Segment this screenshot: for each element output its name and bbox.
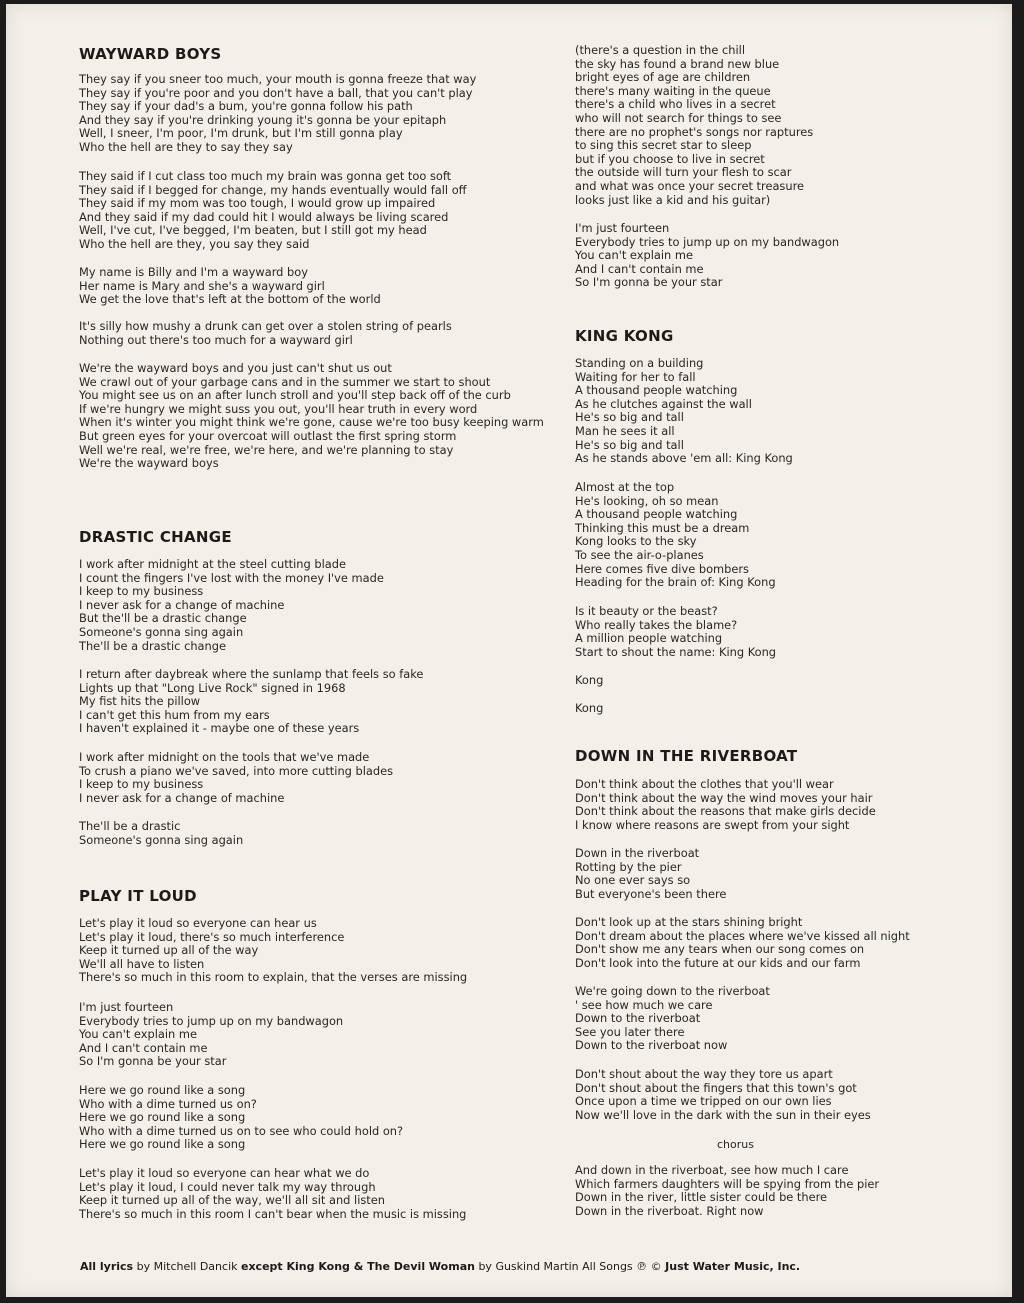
lyric-line: I'm just fourteen <box>79 1000 174 1014</box>
lyric-stanza <box>575 357 793 466</box>
lyric-line: And down in the riverboat, see how much I care <box>575 1163 849 1177</box>
lyric-line: They say if your dad's a bum, you're gonna follow his path <box>79 99 413 114</box>
lyric-line: Which farmers daughters will be spying from the pier <box>575 1176 880 1191</box>
lyric-line: Down in the riverboat. Right now <box>575 1203 764 1218</box>
lyric-stanza <box>575 1068 871 1122</box>
lyric-stanza <box>575 702 603 716</box>
lyric-stanza <box>79 820 243 847</box>
lyric-line: Keep it turned up all of the way <box>79 943 259 958</box>
lyric-stanza <box>79 1167 466 1221</box>
lyric-stanza <box>575 847 726 901</box>
lyric-line: A million people watching <box>575 631 723 646</box>
lyric-line: He's so big and tall <box>575 437 684 452</box>
lyric-line: Lights up that "Long Live Rock" signed in 1968 <box>79 680 346 695</box>
lyric-line: To crush a piano we've saved, into more cutting blades <box>79 763 394 778</box>
lyric-line: As he stands above 'em all: King Kong <box>575 451 793 466</box>
lyric-stanza <box>575 778 876 832</box>
lyric-line: Who the hell are they to say they say <box>79 139 293 154</box>
lyric-stanza <box>575 605 776 659</box>
lyric-line: And I can't contain me <box>575 261 704 276</box>
lyric-line: bright eyes of age are children <box>575 70 751 85</box>
lyric-line: Now we'll love in the dark with the sun in their eyes <box>575 1107 871 1122</box>
lyric-line: I count the fingers I've lost with the money I've made <box>79 570 384 585</box>
lyric-line: There's so much in this room I can't bear when the music is missing <box>79 1206 467 1221</box>
lyric-line: They said if I begged for change, my hands eventually would fall off <box>79 182 467 197</box>
lyric-line: Someone's gonna sing again <box>79 832 244 847</box>
lyric-line: Let's play it loud, I could never talk my way through <box>79 1179 376 1194</box>
lyric-line: Down in the riverboat <box>575 846 700 860</box>
song-title-king-kong: KING KONG <box>575 327 674 345</box>
lyric-line: The'll be a drastic change <box>79 638 226 653</box>
song-title-play-it-loud: PLAY IT LOUD <box>79 887 197 905</box>
lyric-sheet <box>6 4 1012 1297</box>
lyric-line: Rotting by the pier <box>575 859 682 874</box>
lyric-line: Let's play it loud so everyone can hear us <box>79 916 317 930</box>
song-title-wayward-boys: WAYWARD BOYS <box>79 45 222 63</box>
lyric-line: Don't think about the way the wind moves your hair <box>575 790 873 805</box>
credits-footer <box>80 1260 800 1273</box>
lyric-line: Kong looks to the sky <box>575 534 697 549</box>
lyric-line: He's looking, oh so mean <box>575 493 719 508</box>
lyric-line: But green eyes for your overcoat will outlast the first spring storm <box>79 428 457 443</box>
lyric-line: As he clutches against the wall <box>575 396 752 411</box>
lyric-line: If we're hungry we might suss you out, you'll hear truth in every word <box>79 401 478 416</box>
lyric-line: Let's play it loud, there's so much interference <box>79 929 345 944</box>
lyric-line: I'm just fourteen <box>575 221 670 235</box>
credits-writer: by Mitchell Dancik <box>133 1260 241 1273</box>
lyric-line: (there's a question in the chill <box>575 43 745 57</box>
lyric-line: We crawl out of your garbage cans and in the summer we start to shout <box>79 374 491 389</box>
lyric-stanza <box>575 674 603 688</box>
lyric-line: Don't shout about the fingers that this town's got <box>575 1080 857 1095</box>
lyric-line: And they say if you're drinking young it's gonna be your epitaph <box>79 112 447 127</box>
chorus-note: chorus <box>717 1138 754 1151</box>
lyric-line: there's many waiting in the queue <box>575 83 771 98</box>
lyric-line: I can't get this hum from my ears <box>79 707 270 722</box>
lyric-line: and what was once your secret treasure <box>575 178 805 193</box>
lyric-line: Thinking this must be a dream <box>575 520 750 535</box>
lyric-line: And I can't contain me <box>79 1040 208 1055</box>
lyric-line: I return after daybreak where the sunlamp that feels so fake <box>79 667 424 681</box>
lyric-line: But the'll be a drastic change <box>79 611 247 626</box>
lyric-line: To see the air-o-planes <box>575 547 704 562</box>
lyric-stanza <box>79 170 467 252</box>
lyric-line: I work after midnight on the tools that we've made <box>79 750 370 764</box>
lyric-line: Kong <box>575 673 604 687</box>
lyric-line: So I'm gonna be your star <box>575 275 723 290</box>
lyric-stanza <box>79 362 544 471</box>
lyric-stanza <box>79 917 467 985</box>
lyric-line: They say if you're poor and you don't have a ball, that you can't play <box>79 85 473 100</box>
lyric-line: Don't dream about the places where we've kissed all night <box>575 928 910 943</box>
lyric-line: So I'm gonna be your star <box>79 1054 227 1069</box>
lyric-line: Standing on a building <box>575 356 704 370</box>
lyric-stanza <box>79 73 476 155</box>
lyric-line: who will not search for things to see <box>575 110 782 125</box>
lyric-line: We get the love that's left at the bottom of the world <box>79 292 381 307</box>
lyric-line: Kong <box>575 701 604 715</box>
lyric-line: I never ask for a change of machine <box>79 790 285 805</box>
lyric-line: there's a child who lives in a secret <box>575 97 776 112</box>
lyric-line: I keep to my business <box>79 584 204 599</box>
lyric-line: Don't look up at the stars shining bright <box>575 915 803 929</box>
lyric-line: We're the wayward boys <box>79 456 219 471</box>
credits-cowriter: by Guskind Martin All Songs <box>474 1260 637 1273</box>
lyric-stanza <box>79 266 381 307</box>
lyric-line: My fist hits the pillow <box>79 694 201 709</box>
lyric-line: Everybody tries to jump up on my bandwagon <box>575 234 840 249</box>
lyric-stanza <box>79 320 452 347</box>
lyric-stanza <box>79 1084 403 1152</box>
credits-exception: except King Kong & The Devil Woman <box>241 1260 475 1273</box>
lyric-line: Well we're real, we're free, we're here, and we're planning to stay <box>79 442 454 457</box>
lyric-line: My name is Billy and I'm a wayward boy <box>79 265 308 279</box>
lyric-line: Don't shout about the way they tore us apart <box>575 1067 833 1081</box>
lyric-line: You might see us on an after lunch stroll and you'll step back off of the curb <box>79 388 511 403</box>
lyric-stanza <box>575 985 770 1053</box>
lyric-stanza <box>79 558 384 653</box>
lyric-line: I know where reasons are swept from your sight <box>575 817 850 832</box>
lyric-stanza <box>575 222 839 290</box>
lyric-line: Someone's gonna sing again <box>79 624 244 639</box>
lyric-line: ' see how much we care <box>575 997 713 1012</box>
credits-label: All lyrics <box>80 1260 134 1273</box>
song-title-down-in-the-riverboat: DOWN IN THE RIVERBOAT <box>575 747 798 765</box>
publisher-name: Just Water Music, Inc. <box>665 1260 801 1273</box>
lyric-line: Nothing out there's too much for a wayward girl <box>79 332 353 347</box>
lyric-line: I haven't explained it - maybe one of these years <box>79 721 360 736</box>
lyric-line: Let's play it loud so everyone can hear what we do <box>79 1166 370 1180</box>
lyric-stanza <box>575 916 910 970</box>
lyric-line: the outside will turn your flesh to scar <box>575 165 792 180</box>
lyric-line: Who with a dime turned us on? <box>79 1096 257 1111</box>
lyric-line: We'll all have to listen <box>79 956 205 971</box>
lyric-line: Don't show me any tears when our song comes on <box>575 942 865 957</box>
lyric-line: Here we go round like a song <box>79 1083 246 1097</box>
lyric-line: Who the hell are they, you say they said <box>79 236 310 251</box>
lyric-line: there are no prophet's songs nor raptures <box>575 124 814 139</box>
lyric-line: Don't think about the reasons that make girls decide <box>575 804 876 819</box>
lyric-line: We're the wayward boys and you just can't shut us out <box>79 361 392 375</box>
lyric-line: Once upon a time we tripped on our own lies <box>575 1094 832 1109</box>
lyric-stanza <box>575 1164 879 1218</box>
lyric-line: Don't look into the future at our kids and our farm <box>575 955 861 970</box>
lyric-line: Here comes five dive bombers <box>575 561 749 576</box>
lyric-line: Who really takes the blame? <box>575 617 738 632</box>
song-title-drastic-change: DRASTIC CHANGE <box>79 528 232 546</box>
lyric-line: Is it beauty or the beast? <box>575 604 718 618</box>
lyric-line: Down to the riverboat <box>575 1011 701 1026</box>
lyric-line: Here we go round like a song <box>79 1110 246 1125</box>
lyric-line: looks just like a kid and his guitar) <box>575 192 771 207</box>
lyric-line: Start to shout the name: King Kong <box>575 644 777 659</box>
lyric-line: They say if you sneer too much, your mouth is gonna freeze that way <box>79 72 477 86</box>
lyric-line: See you later there <box>575 1024 685 1039</box>
lyric-line: He's so big and tall <box>575 410 684 425</box>
lyric-line: No one ever says so <box>575 873 691 888</box>
lyric-line: You can't explain me <box>79 1027 197 1042</box>
lyric-stanza <box>79 1001 343 1069</box>
lyric-line: They said if I cut class too much my brain was gonna get too soft <box>79 169 452 183</box>
lyric-line: The'll be a drastic <box>79 819 181 833</box>
lyric-stanza <box>79 751 393 805</box>
lyric-line: I keep to my business <box>79 777 204 792</box>
lyric-line: I never ask for a change of machine <box>79 597 285 612</box>
lyric-line: Well, I've cut, I've begged, I'm beaten, but I still got my head <box>79 223 427 238</box>
lyric-line: It's silly how mushy a drunk can get over a stolen string of pearls <box>79 319 452 333</box>
lyric-line: And they said if my dad could hit I would always be living scared <box>79 209 449 224</box>
lyric-line: Who with a dime turned us on to see who could hold on? <box>79 1123 404 1138</box>
lyric-line: Man he sees it all <box>575 423 675 438</box>
lyric-stanza <box>575 481 776 590</box>
lyric-stanza <box>79 668 423 736</box>
lyric-line: Everybody tries to jump up on my bandwagon <box>79 1013 344 1028</box>
lyric-line: They said if my mom was too tough, I would grow up impaired <box>79 196 436 211</box>
lyric-line: We're going down to the riverboat <box>575 984 770 998</box>
lyric-line: Here we go round like a song <box>79 1137 246 1152</box>
lyric-line: Keep it turned up all of the way, we'll all sit and listen <box>79 1193 385 1208</box>
lyric-line: There's so much in this room to explain, that the verses are missing <box>79 970 468 985</box>
lyric-line: You can't explain me <box>575 248 693 263</box>
lyric-line: Heading for the brain of: King Kong <box>575 575 776 590</box>
lyric-line: to sing this secret star to sleep <box>575 138 752 153</box>
lyric-line: Down in the river, little sister could be there <box>575 1190 828 1205</box>
lyric-line: I work after midnight at the steel cutting blade <box>79 557 346 571</box>
copyright-symbols: ℗ © <box>636 1260 666 1273</box>
lyric-line: A thousand people watching <box>575 507 738 522</box>
lyric-line: Don't think about the clothes that you'll wear <box>575 777 834 791</box>
lyric-line: Almost at the top <box>575 480 675 494</box>
lyric-stanza <box>575 44 813 207</box>
lyric-line: but if you choose to live in secret <box>575 151 765 166</box>
lyric-line: the sky has found a brand new blue <box>575 56 780 71</box>
lyric-line: Her name is Mary and she's a wayward girl <box>79 278 325 293</box>
lyric-line: But everyone's been there <box>575 886 727 901</box>
lyric-line: Waiting for her to fall <box>575 369 696 384</box>
lyric-line: Well, I sneer, I'm poor, I'm drunk, but I'm still gonna play <box>79 126 403 141</box>
lyric-line: A thousand people watching <box>575 383 738 398</box>
lyric-line: When it's winter you might think we're gone, cause we're too busy keeping warm <box>79 415 544 430</box>
lyric-line: Down to the riverboat now <box>575 1038 728 1053</box>
